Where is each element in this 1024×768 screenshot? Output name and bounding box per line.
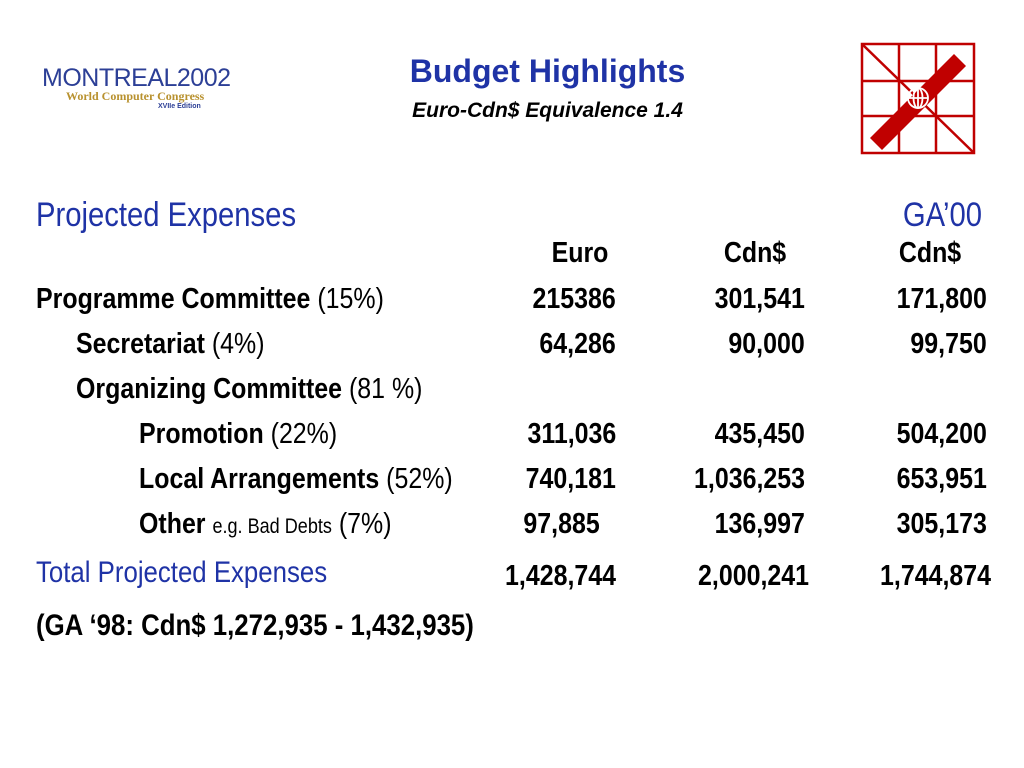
slide-subtitle: Euro-Cdn$ Equivalence 1.4: [412, 99, 683, 122]
logo-edition: XVIIe Edition: [158, 103, 201, 110]
ga00-heading: GA’00: [902, 196, 982, 234]
row-name: Other: [139, 508, 206, 540]
slide-title: Budget Highlights: [409, 53, 686, 89]
row-euro-value: 215386: [532, 283, 616, 315]
logo-name-part1: MONTREAL: [42, 64, 177, 92]
column-header-cdn: Cdn$: [723, 237, 787, 269]
row-cdn-value: 1,036,253: [694, 463, 805, 495]
row-euro-value: 740,181: [525, 463, 616, 495]
row-ga-value: 171,800: [896, 283, 987, 315]
ga98-footnote: (GA ‘98: Cdn$ 1,272,935 - 1,432,935): [36, 609, 474, 642]
total-label: Total Projected Expenses: [36, 556, 328, 589]
row-name: Secretariat: [76, 328, 205, 360]
row-note: e.g. Bad Debts: [212, 515, 332, 538]
row-percent: (15%): [317, 283, 384, 315]
table-row-label: [139, 418, 337, 451]
row-name: Programme Committee: [36, 283, 311, 315]
row-ga-value: 504,200: [896, 418, 987, 450]
row-euro-value: 97,885: [523, 508, 600, 540]
row-cdn-value: 136,997: [714, 508, 805, 540]
row-ga-value: 653,951: [896, 463, 987, 495]
montreal-2002-logo: [42, 66, 232, 116]
row-percent: (22%): [270, 418, 338, 450]
column-header-euro: Euro: [551, 237, 609, 269]
row-euro-value: 64,286: [539, 328, 616, 360]
row-percent: (4%): [211, 328, 265, 360]
row-name: Local Arrangements: [139, 463, 380, 495]
total-cdn-value: 2,000,241: [698, 560, 809, 592]
row-ga-value: 99,750: [910, 328, 987, 360]
row-euro-value: 311,036: [527, 418, 616, 450]
row-percent: (7%): [338, 508, 392, 540]
row-ga-value: 305,173: [896, 508, 987, 540]
projected-expenses-heading: Projected Expenses: [36, 196, 297, 234]
logo-tagline: World Computer Congress: [66, 89, 205, 103]
column-header-ga-cdn: Cdn$: [898, 237, 962, 269]
row-name: Organizing Committee: [76, 373, 343, 405]
total-ga-value: 1,744,874: [880, 560, 991, 592]
row-percent: (81 %): [348, 373, 423, 405]
table-row-label: [139, 508, 392, 541]
row-name: Promotion: [139, 418, 264, 450]
globe-emblem-icon: [860, 42, 976, 155]
row-cdn-value: 90,000: [728, 328, 805, 360]
logo-name-part2: 2002: [176, 64, 231, 92]
row-percent: (52%): [386, 463, 453, 495]
logo-wordmark: [42, 66, 231, 91]
table-row-label: [76, 328, 265, 361]
table-row-label: [36, 283, 384, 316]
row-cdn-value: 435,450: [714, 418, 805, 450]
table-row-label: [76, 373, 422, 406]
row-cdn-value: 301,541: [714, 283, 805, 315]
table-row-label: [139, 463, 453, 496]
total-euro-value: 1,428,744: [505, 560, 616, 592]
